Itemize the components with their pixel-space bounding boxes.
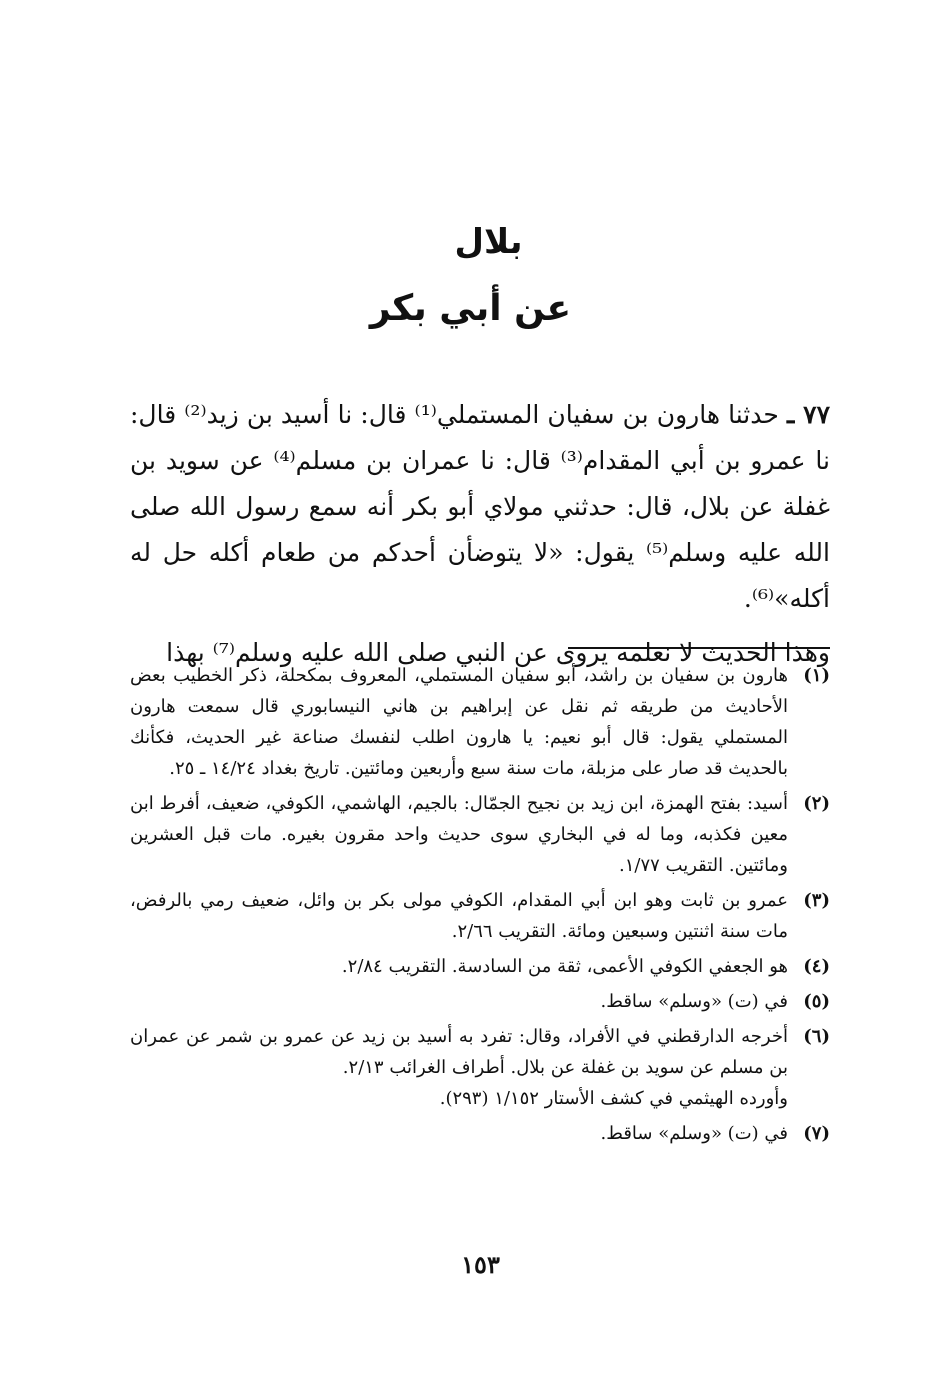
footnote-text	[130, 951, 788, 982]
footnote-item	[130, 1021, 830, 1114]
footnote-line: في (ت) «وسلم» ساقط.	[600, 1123, 788, 1144]
footnote-line: عمرو بن ثابت وهو ابن أبي المقدام، الكوفي مولى بكر بن وائل، ضعيف رمي بالرفض، مات سنة اثنتين وسبعين ومائة. التقريب ٢/٦٦.	[130, 890, 788, 942]
footnote-line: هارون بن سفيان بن راشد، أبو سفيان المستملي، المعروف بمكحلة، ذكر الخطيب بعض الأحاديث من طريقه ثم نقل عن إبراهيم بن هاني النيسابوري قال سمعت هارون المستملي يقول: قال أبو نعيم: يا هارون اطلب لنفسك صناعة غير الحديث، فكأنك بالحديث قد صار على مزبلة، مات سنة سبع وأربعين ومائتين. تاريخ بغداد ١٤/٢٤ ـ ٢٥.	[130, 665, 788, 779]
footnote-number: (١)	[803, 665, 830, 686]
page-number: ١٥٣	[461, 1250, 500, 1279]
footnote-number: (٥)	[803, 991, 830, 1012]
footnote-item	[130, 660, 830, 784]
hadith-number: ٧٧ ـ	[786, 400, 830, 429]
footnote-text	[130, 1118, 788, 1149]
footnote-text	[130, 1021, 788, 1114]
footnote-separator	[568, 647, 830, 649]
hadith-comment: وهذا الحديث لا نعلمه يروى عن النبي صلى الله عليه وسلم⁽⁷⁾ بهذا	[166, 638, 830, 667]
footnote-line: في (ت) «وسلم» ساقط.	[600, 991, 788, 1012]
footnote-text	[130, 788, 788, 881]
footnote-line: أخرجه الدارقطني في الأفراد، وقال: تفرد به أسيد بن زيد عن عمرو بن شمر عن عمران بن مسلم عن سويد بن غفلة عن بلال. أطراف الغرائب ٢/١٣.	[130, 1026, 788, 1078]
footnote-number: (٧)	[803, 1123, 830, 1144]
footnote-number: (٤)	[803, 956, 830, 977]
footnote-line: أسيد: بفتح الهمزة، ابن زيد بن نجيح الجمّال: بالجيم، الهاشمي، الكوفي، ضعيف، أفرط ابن معين فكذبه، وما له في البخاري سوى حديث واحد مقرون بغيره. مات قبل العشرين ومائتين. التقريب ١/٧٧.	[130, 793, 788, 876]
footnote-item	[130, 1118, 830, 1149]
footnote-text	[130, 986, 788, 1017]
footnote-number: (٣)	[803, 890, 830, 911]
footnote-line: وأورده الهيثمي في كشف الأستار ١/١٥٢ (٢٩٣).	[439, 1088, 788, 1109]
hadith-paragraph	[130, 392, 830, 622]
footnote-item	[130, 788, 830, 881]
chapter-title: بلال	[454, 222, 523, 262]
footnote-text	[130, 885, 788, 947]
footnote-item	[130, 986, 830, 1017]
hadith-body: حدثنا هارون بن سفيان المستملي⁽¹⁾ قال: نا أسيد بن زيد⁽²⁾ قال: نا عمرو بن أبي المقدام⁽³⁾ قال: نا عمران بن مسلم⁽⁴⁾ عن سويد بن غفلة عن بلال، قال: حدثني مولاي أبو بكر أنه سمع رسول الله صلى الله عليه وسلم⁽⁵⁾ يقول: «لا يتوضأن أحدكم من طعام أكله حل له أكله»⁽⁶⁾.	[130, 400, 830, 613]
footnote-text	[130, 660, 788, 784]
hadith-text-block	[130, 392, 830, 676]
footnote-item	[130, 885, 830, 947]
footnotes-list	[130, 660, 830, 1153]
footnote-number: (٢)	[803, 793, 830, 814]
footnote-item	[130, 951, 830, 982]
footnote-line: هو الجعفي الكوفي الأعمى، ثقة من السادسة. التقريب ٢/٨٤.	[341, 956, 788, 977]
chapter-subtitle: عن أبي بكر	[369, 288, 572, 329]
footnote-number: (٦)	[803, 1026, 830, 1047]
